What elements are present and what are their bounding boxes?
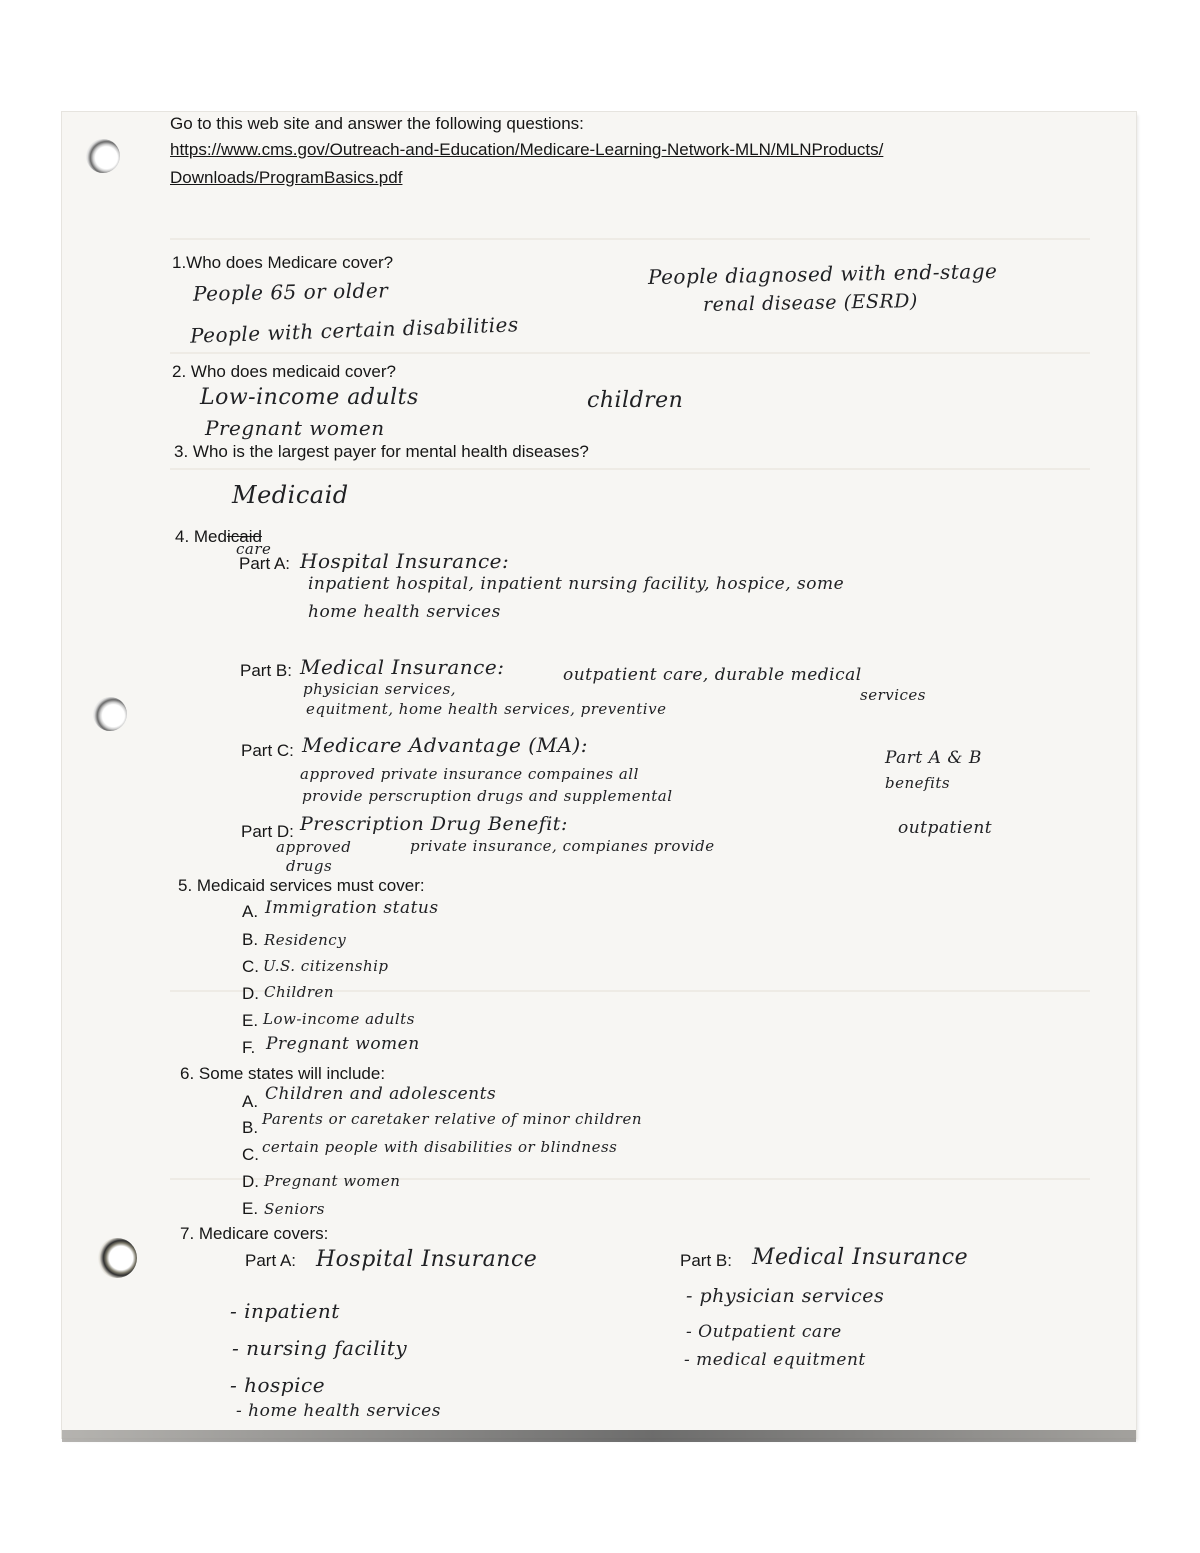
q6-letter: E. xyxy=(242,1199,259,1218)
q6-letter: D. xyxy=(242,1172,259,1191)
q7-part-b-item: - Outpatient care xyxy=(686,1322,842,1342)
part-b-answer: physician services, xyxy=(303,680,457,698)
part-c-answer: provide perscruption drugs and supplemental xyxy=(302,787,673,805)
q5-letter: C. xyxy=(242,957,259,976)
bleed-through-line xyxy=(170,352,1090,354)
q5-letter: D. xyxy=(242,984,259,1003)
question-6: 6. Some states will include: xyxy=(180,1064,386,1083)
q5-letter: F. xyxy=(242,1038,256,1057)
part-d-title: Prescription Drug Benefit: xyxy=(300,813,568,835)
question-4: 4. Medicaid xyxy=(175,527,262,546)
bleed-through-line xyxy=(170,468,1090,470)
q5-answer: Low-income adults xyxy=(263,1010,415,1028)
q7-part-b-item: - physician services xyxy=(686,1285,885,1307)
q7-part-b-title: Medical Insurance xyxy=(752,1245,969,1270)
page-shadow xyxy=(62,1430,1136,1442)
q1-answer: renal disease (ESRD) xyxy=(702,290,919,316)
part-a-answer: home health services xyxy=(308,602,501,622)
part-b-answer: services xyxy=(860,686,926,704)
q6-answer: Seniors xyxy=(264,1200,326,1218)
q5-letter: E. xyxy=(242,1011,259,1030)
website-link[interactable]: https://www.cms.gov/Outreach-and-Education/Medicare-Learning-Network-MLN/MLNProducts/ xyxy=(170,140,884,159)
question-3: 3. Who is the largest payer for mental health diseases? xyxy=(174,442,589,461)
q7-part-a-title: Hospital Insurance xyxy=(316,1247,538,1272)
q6-letter: C. xyxy=(242,1145,259,1164)
part-d-answer: outpatient xyxy=(898,818,993,838)
q7-part-a-label: Part A: xyxy=(245,1251,297,1270)
q1-answer: People 65 or older xyxy=(192,278,389,306)
q5-answer: Immigration status xyxy=(265,898,439,918)
part-c-answer: Part A & B xyxy=(885,748,982,768)
part-b-answer: equitment, home health services, preventive xyxy=(306,700,667,718)
part-c-title: Medicare Advantage (MA): xyxy=(302,733,588,757)
q6-answer: Children and adolescents xyxy=(265,1084,497,1104)
q7-part-b-item: - medical equitment xyxy=(684,1350,866,1370)
q5-answer: Residency xyxy=(264,931,347,949)
part-b-title: Medical Insurance: xyxy=(300,655,505,679)
part-a-title: Hospital Insurance: xyxy=(300,549,510,573)
part-d-answer: private insurance, compianes provide xyxy=(410,837,715,855)
question-5: 5. Medicaid services must cover: xyxy=(178,876,425,895)
website-link-continued[interactable]: Downloads/ProgramBasics.pdf xyxy=(170,168,403,187)
part-d-answer: drugs xyxy=(286,857,333,875)
question-1: 1.Who does Medicare cover? xyxy=(172,253,394,272)
part-d-label: Part D: xyxy=(241,822,294,841)
q2-answer: children xyxy=(587,388,684,413)
q7-part-a-item: - nursing facility xyxy=(232,1336,408,1360)
q6-letter: A. xyxy=(242,1092,259,1111)
q5-answer: Pregnant women xyxy=(266,1034,420,1054)
q7-part-a-item: - hospice xyxy=(230,1373,326,1397)
q1-answer: People with certain disabilities xyxy=(189,312,520,348)
q5-letter: A. xyxy=(242,902,259,921)
binder-hole xyxy=(97,1238,137,1278)
q2-answer: Low-income adults xyxy=(200,385,419,410)
part-a-label: Part A: xyxy=(239,554,291,573)
bleed-through-line xyxy=(170,238,1090,240)
part-b-label: Part B: xyxy=(240,661,292,680)
binder-hole xyxy=(93,697,127,731)
q5-answer: Children xyxy=(264,983,335,1001)
q7-part-b-label: Part B: xyxy=(680,1251,732,1270)
part-c-label: Part C: xyxy=(241,741,294,760)
q6-answer: Parents or caretaker relative of minor children xyxy=(262,1110,642,1128)
part-d-answer: approved xyxy=(276,838,352,856)
part-c-answer: benefits xyxy=(885,774,951,792)
part-b-answer: outpatient care, durable medical xyxy=(563,665,862,685)
q7-part-a-item: - home health services xyxy=(236,1401,441,1421)
q3-answer: Medicaid xyxy=(232,481,349,509)
question-2: 2. Who does medicaid cover? xyxy=(172,362,396,381)
q6-answer: certain people with disabilities or blindness xyxy=(262,1138,618,1156)
q5-letter: B. xyxy=(242,930,259,949)
part-a-answer: inpatient hospital, inpatient nursing facility, hospice, some xyxy=(308,574,845,594)
question-7: 7. Medicare covers: xyxy=(180,1224,329,1243)
q6-letter: B. xyxy=(242,1118,259,1137)
instruction-text: Go to this web site and answer the following questions: xyxy=(170,114,584,133)
q5-answer: U.S. citizenship xyxy=(263,957,389,975)
q7-part-a-item: - inpatient xyxy=(230,1299,340,1323)
q4-correction: care xyxy=(236,540,272,558)
part-c-answer: approved private insurance compaines all xyxy=(300,765,639,783)
q6-answer: Pregnant women xyxy=(264,1172,401,1190)
q1-answer: People diagnosed with end-stage xyxy=(647,258,998,290)
binder-hole xyxy=(86,139,120,173)
q2-answer: Pregnant women xyxy=(205,416,385,440)
